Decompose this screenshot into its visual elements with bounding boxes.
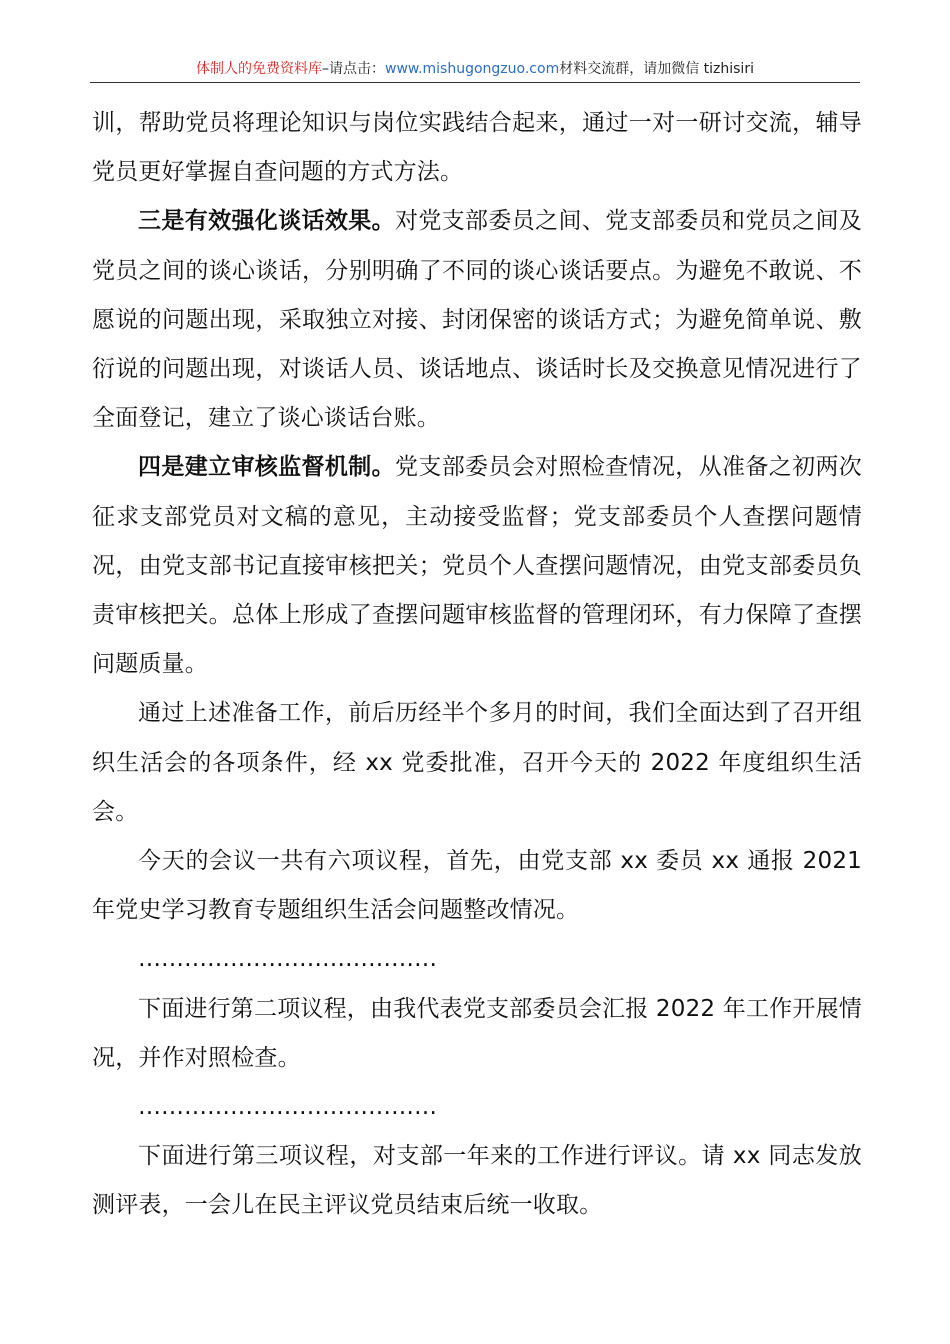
paragraph-lead: 四是建立审核监督机制。 bbox=[138, 454, 395, 481]
header-suffix: 材料交流群，请加微信 tizhisiri bbox=[559, 61, 754, 77]
paragraph-text: 下面进行第三项议程，对支部一年来的工作进行评议。请 xx 同志发放测评表，一会儿在民主评议党员结束后统一收取。 bbox=[92, 1143, 862, 1219]
paragraph-text: 对党支部委员之间、党支部委员和党员之间及党员之间的谈心谈话，分别明确了不同的谈心谈话要点。为避免不敢说、不愿说的问题出现，采取独立对接、封闭保密的谈话方式；为避免简单说、敷衍说的问题出现，对谈话人员、谈话地点、谈话时长及交换意见情况进行了全面登记，建立了谈心谈话台账。 bbox=[92, 208, 863, 432]
paragraph-lead: 三是有效强化谈话效果。 bbox=[138, 208, 395, 235]
paragraph-text: 训，帮助党员将理论知识与岗位实践结合起来，通过一对一研讨交流，辅导党员更好掌握自查问题的方式方法。 bbox=[92, 110, 862, 186]
paragraph-continuation bbox=[92, 99, 862, 197]
document-body bbox=[92, 99, 862, 1231]
header-brand: 体制人的免费资料库 bbox=[196, 61, 323, 77]
paragraph-text: 下面进行第二项议程，由我代表党支部委员会汇报 2022 年工作开展情况，并作对照检查。 bbox=[92, 995, 862, 1071]
paragraph-agenda-three bbox=[92, 1132, 862, 1230]
paragraph-text: 党支部委员会对照检查情况，从准备之初两次征求支部党员对文稿的意见，主动接受监督；党支部委员个人查摆问题情况，由党支部书记直接审核把关；党员个人查摆问题情况，由党支部委员负责审核把关。总体上形成了查摆问题审核监督的管理闭环，有力保障了查摆问题质量。 bbox=[92, 454, 863, 678]
page-header bbox=[90, 56, 860, 83]
paragraph-agenda-one bbox=[92, 837, 862, 935]
ellipsis-divider: ………………………………… bbox=[138, 946, 437, 973]
paragraph-agenda-two bbox=[92, 985, 862, 1083]
ellipsis-divider: ………………………………… bbox=[138, 1094, 437, 1121]
header-url-link[interactable]: www.mishugongzuo.com bbox=[385, 61, 560, 77]
paragraph-text: 通过上述准备工作，前后历经半个多月的时间，我们全面达到了召开组织生活会的各项条件，经 xx 党委批准，召开今天的 2022 年度组织生活会。 bbox=[92, 700, 862, 825]
paragraph-point-three bbox=[92, 197, 862, 443]
paragraph-point-four bbox=[92, 443, 862, 689]
header-prompt: –请点击： bbox=[322, 61, 386, 77]
paragraph-text: 今天的会议一共有六项议程，首先，由党支部 xx 委员 xx 通报 2021 年党史学习教育专题组织生活会问题整改情况。 bbox=[92, 848, 862, 924]
paragraph-preparation-summary bbox=[92, 689, 862, 837]
